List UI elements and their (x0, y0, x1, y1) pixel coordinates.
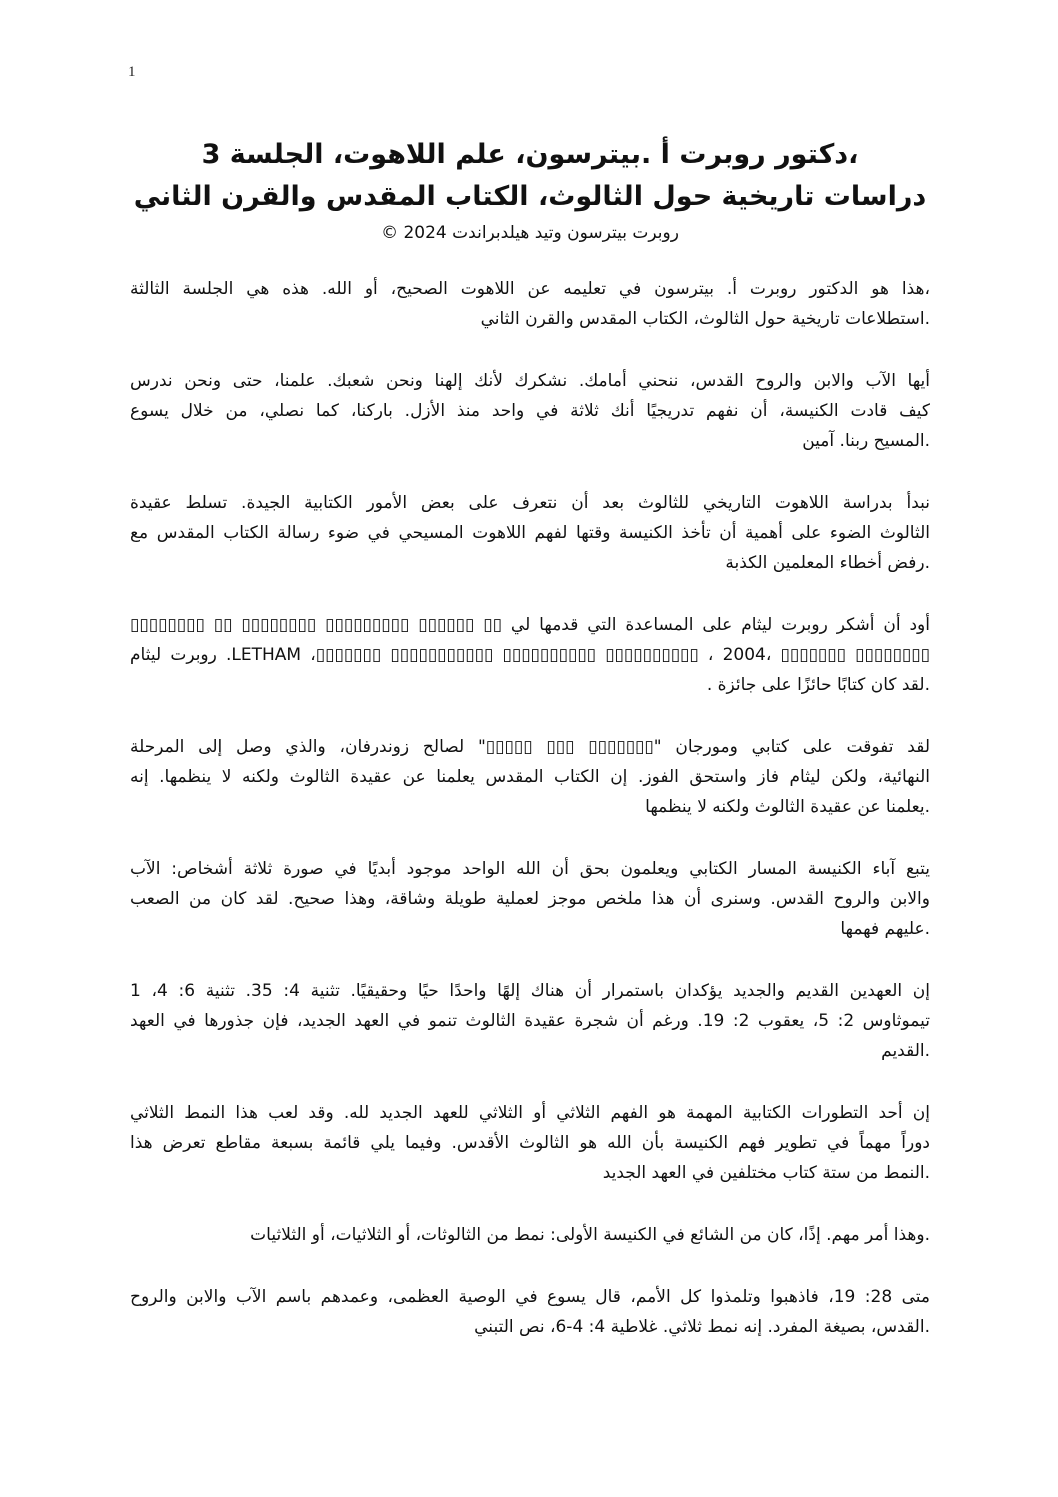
document-body (130, 274, 930, 1374)
paragraph-line: أود أن أشكر روبرت ليثام على المساعدة التي قدمها لي ▯▯ ▯▯▯▯▯▯ ▯▯▯▯▯▯▯▯▯ ▯▯▯▯▯▯▯▯ ▯▯ ▯▯▯▯▯▯▯▯ (130, 615, 930, 635)
paragraph-church-fathers (130, 854, 930, 944)
paragraph-line: الثالوث الضوء على أهمية أن تأخذ الكنيسة وقتها لفهم اللاهوت المسيحي في ضوء رسالة الكتاب المقدس مع (130, 523, 930, 543)
paragraph-line: إن العهدين القديم والجديد يؤكدان باستمرار أن هناك إلهًا واحدًا حيًا وحقيقيًا. تثنية 4: 35. تثنية 6: 4، 1 (130, 981, 930, 1001)
paragraph-historical-theology (130, 488, 930, 578)
paragraph-line: والابن والروح القدس. وسنرى أن هذا ملخص موجز لعملية طويلة وشاقة، وهذا صحيح. لقد كان من الصعب (130, 889, 930, 909)
paragraph-letham-thanks (130, 610, 930, 700)
paragraph-line: .يعلمنا عن عقيدة الثالوث ولكنه لا ينظمها (645, 797, 930, 817)
paragraph-line: .القديم (881, 1041, 930, 1061)
paragraph-line: ،هذا هو الدكتور روبرت أ. بيترسون في تعليمه عن اللاهوت الصحيح، أو الله. هذه هي الجلسة الثالثة (130, 279, 930, 299)
paragraph-line: .النمط من ستة كتاب مختلفين في العهد الجديد (602, 1163, 930, 1183)
title-line-1: ،دكتور روبرت أ .بيترسون، علم اللاهوت، الجلسة 3 (201, 139, 859, 170)
page-number: 1 (128, 64, 136, 80)
paragraph-line: تيموثاوس 2: 5، يعقوب 2: 19. ورغم أن شجرة عقيدة الثالوث تنمو في العهد الجديد، فإن جذورها في العهد (130, 1011, 930, 1031)
paragraph-line: .لقد كان كتابًا حائزًا على جائزة . (706, 675, 930, 695)
paragraph-award (130, 732, 930, 822)
paragraph-line: لقد تفوقت على كتابي ومورجان "▯▯▯▯▯▯▯ ▯▯▯ ▯▯▯▯▯" لصالح زوندرفان، والذي وصل إلى المرحلة (130, 737, 930, 757)
paragraph-line: دوراً مهماً في تطوير فهم الكنيسة بأن الله هو الثالوث الأقدس. وفيما يلي قائمة بسبعة مقاطع تعرض هذا (130, 1133, 930, 1153)
paragraph-line: ▯▯▯▯▯▯▯▯ ▯▯▯▯▯▯▯ ،LETHAM ،▯▯▯▯▯▯▯ ▯▯▯▯▯▯▯▯▯▯▯ ▯▯▯▯▯▯▯▯▯▯ ▯▯▯▯▯▯▯▯▯▯ ، 2004. روبرت ليثام (130, 645, 930, 665)
paragraph-intro (130, 274, 930, 334)
paragraph-line: كيف قادت الكنيسة، أن نفهم تدريجيًا أنك ثلاثة في واحد منذ الأزل. باركنا، كما نصلي، من خلال يسوع (130, 401, 930, 421)
paragraph-line: .القدس، بصيغة المفرد. إنه نمط ثلاثي. غلاطية 4: 4-6، نص التبني (474, 1317, 930, 1337)
paragraph-line: أيها الآب والابن والروح القدس، ننحني أمامك. نشكرك لأنك إلهنا ونحن شعبك. علمنا، حتى ونحن ندرس (130, 371, 930, 391)
paragraph-line: .استطلاعات تاريخية حول الثالوث، الكتاب المقدس والقرن الثاني (480, 309, 930, 329)
paragraph-line: نبدأ بدراسة اللاهوت التاريخي للثالوث بعد أن نتعرف على بعض الأمور الكتابية الجيدة. تسلط عقيدة (130, 493, 930, 513)
paragraph-triadic-pattern (130, 1098, 930, 1188)
paragraph-prayer (130, 366, 930, 456)
paragraph-line: .وهذا أمر مهم. إذًا، كان من الشائع في الكنيسة الأولى: نمط من الثالوثات، أو الثلاثيات، أو الثلاثيات (250, 1225, 930, 1245)
paragraph-line: .عليهم فهمها (840, 919, 930, 939)
paragraph-line: متى 28: 19، فاذهبوا وتلمذوا كل الأمم، قال يسوع في الوصية العظمى، وعمدهم باسم الآب والابن والروح (130, 1287, 930, 1307)
paragraph-line: .رفض أخطاء المعلمين الكذبة (725, 553, 930, 573)
paragraph-matthew (130, 1282, 930, 1342)
title-line-2: دراسات تاريخية حول الثالوث، الكتاب المقدس والقرن الثاني (133, 181, 927, 212)
paragraph-line: النهائية، ولكن ليثام فاز واستحق الفوز. إن الكتاب المقدس يعلمنا عن عقيدة الثالوث ولكنه لا ينظمها. إنه (130, 767, 930, 787)
paragraph-line: يتبع آباء الكنيسة المسار الكتابي ويعلمون بحق أن الله الواحد موجود أبديًا في صورة ثلاثة أشخاص: الآب (130, 859, 930, 879)
document-title (130, 134, 930, 246)
paragraph-line: إن أحد التطورات الكتابية المهمة هو الفهم الثلاثي أو الثلاثي للعهد الجديد لله. وقد لعب هذا النمط الثلاثي (130, 1103, 930, 1123)
copyright-line: روبرت بيترسون وتيد هيلدبراندت 2024 © (381, 223, 679, 243)
paragraph-testaments (130, 976, 930, 1066)
paragraph-line: .المسيح ربنا. آمين (802, 431, 930, 451)
paragraph-early-church (130, 1220, 930, 1250)
